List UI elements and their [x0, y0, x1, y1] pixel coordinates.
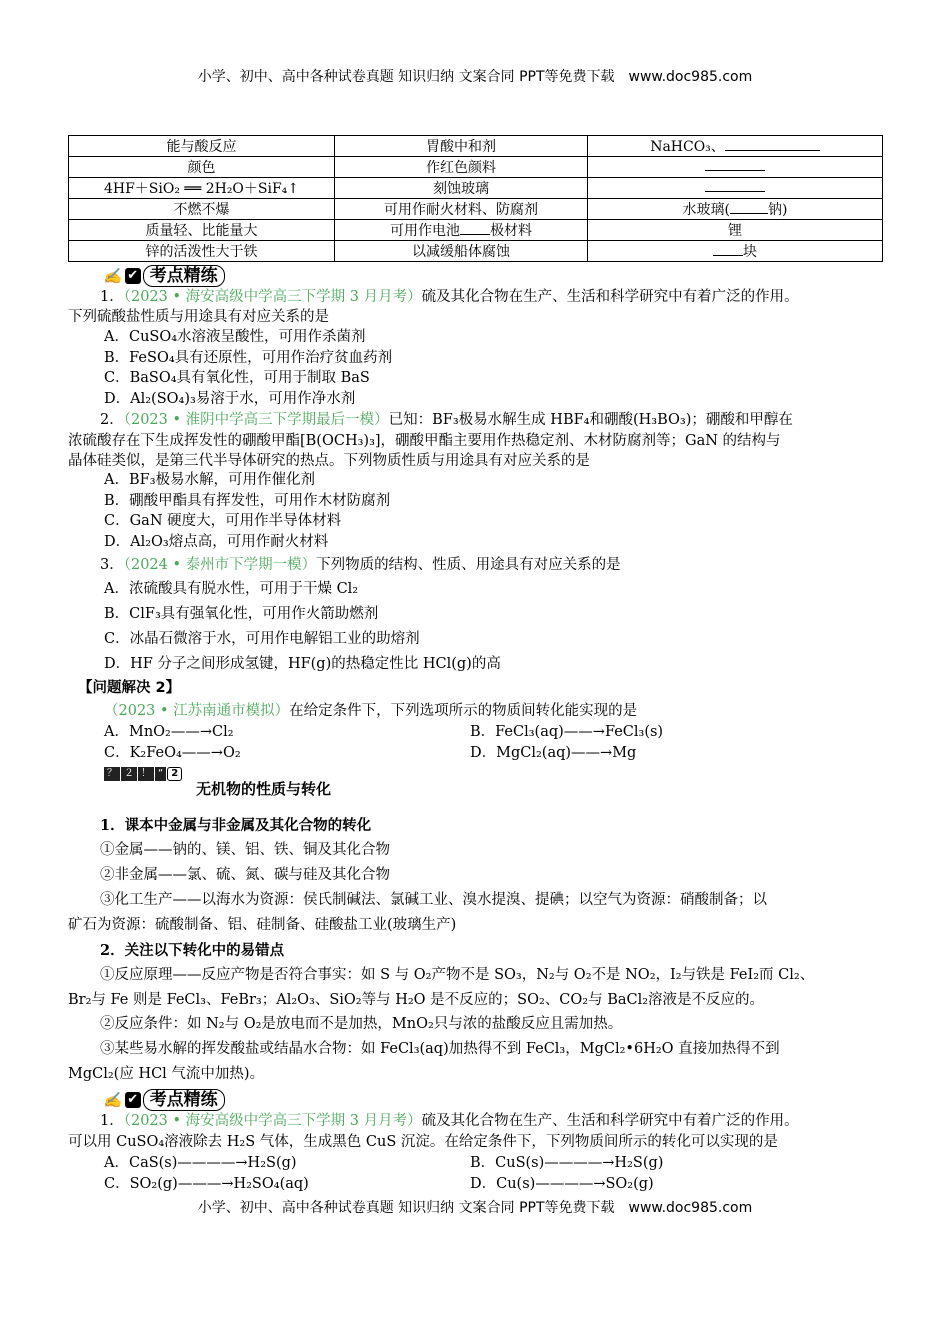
- notes-paragraph: ②非金属——氯、硫、氮、碳与硅及其化合物: [100, 867, 390, 883]
- practice-label: [103, 265, 225, 287]
- practice-label-text: 考点精练: [143, 265, 225, 287]
- answer-blank: [730, 213, 768, 214]
- answer-blank: [705, 170, 765, 171]
- table-cell-property: 不燃不爆: [69, 199, 335, 220]
- practice-label-text: 考点精练: [143, 1089, 225, 1111]
- practice-label: [103, 1089, 225, 1111]
- badge-glyph: ？: [104, 767, 120, 781]
- option-b: B．CuS(s)————→H₂S(g): [470, 1155, 664, 1171]
- badge-glyph: ！: [138, 767, 154, 781]
- table-cell-use: [335, 220, 588, 241]
- option-c: C．SO₂(g)———→H₂SO₄(aq): [104, 1176, 309, 1192]
- notes-heading-2: 2．关注以下转化中的易错点: [100, 942, 285, 959]
- footer-banner: 小学、初中、高中各种试卷真题 知识归纳 文案合同 PPT等免费下载 www.doc985.com: [197, 1200, 753, 1216]
- question-2-stem-cont: 浓硫酸存在下生成挥发性的硼酸甲酯[B(OCH₃)₃]，硼酸甲酯主要用作热稳定剂、木材防腐剂等；GaN 的结构与: [68, 433, 781, 449]
- notes-heading-1: 1．课本中金属与非金属及其化合物的转化: [100, 817, 372, 834]
- section-badge: [104, 767, 183, 781]
- option-d: D．Al₂O₃熔点高，可用作耐火材料: [104, 534, 329, 550]
- table-row: [69, 241, 883, 262]
- question-source: （2023 • 江苏南通市模拟）: [104, 703, 290, 719]
- substance-prefix: 水玻璃(: [682, 202, 730, 218]
- notes-paragraph-cont: MgCl₂(应 HCl 气流中加热)。: [68, 1066, 265, 1082]
- option-b: B．FeSO₄具有还原性，可用作治疗贫血药剂: [104, 350, 393, 366]
- table-cell-use: 刻蚀玻璃: [335, 178, 588, 199]
- use-suffix: 极材料: [490, 223, 532, 239]
- table-row: [69, 136, 883, 157]
- notes-paragraph: ③化工生产——以海水为资源：侯氏制碱法、氯碱工业、溴水提溴、提碘；以空气为资源：硝酸制备；以: [100, 892, 767, 908]
- option-d: D．MgCl₂(aq)——→Mg: [470, 745, 637, 761]
- option-a: A．浓硫酸具有脱水性，可用于干燥 Cl₂: [104, 581, 359, 597]
- table-cell-property: 锌的活泼性大于铁: [69, 241, 335, 262]
- option-b: B．ClF₃具有强氧化性，可用作火箭助燃剂: [104, 606, 379, 622]
- option-a: A．MnO₂——→Cl₂: [104, 724, 234, 740]
- answer-blank: [725, 150, 820, 151]
- question-number: 2．: [100, 412, 124, 428]
- table-cell-use: 以减缓船体腐蚀: [335, 241, 588, 262]
- pen-icon: ✍: [103, 1091, 122, 1109]
- question-2-stem: [100, 410, 924, 430]
- question-source: （2023 • 海安高级中学高三下学期 3 月月考）: [123, 289, 422, 305]
- badge-glyph: ２: [121, 767, 137, 781]
- section-title: 无机物的性质与转化: [196, 780, 332, 798]
- table-cell-use: 作红色颜料: [335, 157, 588, 178]
- option-c: C．K₂FeO₄——→O₂: [104, 745, 241, 761]
- table-cell-substance: [588, 178, 883, 199]
- table-row: [69, 199, 883, 220]
- property-use-table: [68, 135, 883, 262]
- table-cell-substance: [588, 136, 883, 157]
- table-cell-substance: [588, 157, 883, 178]
- question-text: 在给定条件下，下列选项所示的物质间转化能实现的是: [289, 703, 638, 719]
- table-row: [69, 220, 883, 241]
- question-4-stem: [100, 1111, 924, 1131]
- notes-paragraph-cont: Br₂与 Fe 则是 FeCl₃、FeBr₃；Al₂O₃、SiO₂等与 H₂O 是不反应的；SO₂、CO₂与 BaCl₂溶液是不反应的。: [68, 992, 765, 1008]
- question-source: （2023 • 淮阴中学高三下学期最后一模）: [123, 412, 389, 428]
- question-1-stem: [100, 287, 924, 307]
- substance-prefix: NaHCO₃、: [650, 139, 725, 155]
- table-row: [69, 178, 883, 199]
- question-number: 1．: [100, 289, 124, 305]
- question-1-stem-cont: 下列硫酸盐性质与用途具有对应关系的是: [68, 309, 329, 325]
- notes-paragraph: ①金属——钠的、镁、铝、铁、铜及其化合物: [100, 842, 390, 858]
- table-cell-property: 能与酸反应: [69, 136, 335, 157]
- table-cell-property: 质量轻、比能量大: [69, 220, 335, 241]
- notes-paragraph: ①反应原理——反应产物是否符合事实：如 S 与 O₂产物不是 SO₃，N₂与 O₂不是 NO₂，I₂与铁是 FeI₂而 Cl₂、: [100, 967, 815, 983]
- option-d: D．Cu(s)————→SO₂(g): [470, 1176, 654, 1192]
- question-text: 下列物质的结构、性质、用途具有对应关系的是: [316, 557, 621, 573]
- notes-paragraph: ②反应条件：如 N₂与 O₂是放电而不是加热，MnO₂只与浓的盐酸反应且需加热。: [100, 1016, 623, 1032]
- problem-stem: [104, 701, 928, 721]
- badge-glyph: “: [155, 767, 166, 781]
- option-a: A．CuSO₄水溶液呈酸性，可用作杀菌剂: [104, 329, 366, 345]
- question-number: 3．: [100, 557, 124, 573]
- badge-number: 2: [167, 767, 182, 781]
- answer-blank: [460, 234, 490, 235]
- table-cell-substance: [588, 199, 883, 220]
- option-a: A．BF₃极易水解，可用作催化剂: [104, 472, 315, 488]
- option-c: C．BaSO₄具有氧化性，可用于制取 BaS: [104, 370, 370, 386]
- question-4-stem-cont: 可以用 CuSO₄溶液除去 H₂S 气体，生成黑色 CuS 沉淀。在给定条件下，下列物质间所示的转化可以实现的是: [68, 1134, 778, 1150]
- option-b: B．硼酸甲酯具有挥发性，可用作木材防腐剂: [104, 493, 391, 509]
- pen-icon: ✍: [103, 267, 122, 285]
- question-source: （2024 • 泰州市下学期一模）: [123, 557, 317, 573]
- option-a: A．CaS(s)————→H₂S(g): [104, 1155, 297, 1171]
- question-text: 已知：BF₃极易水解生成 HBF₄和硼酸(H₃BO₃)；硼酸和甲醇在: [388, 412, 793, 428]
- table-cell-property: 4HF＋SiO₂ ══ 2H₂O＋SiF₄↑: [69, 178, 335, 199]
- substance-suffix: 块: [743, 244, 757, 260]
- checkbox-icon: ✔: [125, 1092, 141, 1108]
- answer-blank: [705, 191, 765, 192]
- option-d: D．Al₂(SO₄)₃易溶于水，可用作净水剂: [104, 391, 356, 407]
- answer-blank: [713, 255, 743, 256]
- option-d: D．HF 分子之间形成氢键，HF(g)的热稳定性比 HCl(g)的高: [104, 656, 501, 672]
- table-row: [69, 157, 883, 178]
- question-3-stem: [100, 555, 924, 575]
- notes-paragraph: ③某些易水解的挥发酸盐或结晶水合物：如 FeCl₃(aq)加热得不到 FeCl₃，MgCl₂•6H₂O 直接加热得不到: [100, 1041, 780, 1057]
- table-cell-use: 胃酸中和剂: [335, 136, 588, 157]
- option-b: B．FeCl₃(aq)——→FeCl₃(s): [470, 724, 664, 740]
- question-text: 硫及其化合物在生产、生活和科学研究中有着广泛的作用。: [421, 1113, 799, 1129]
- table-cell-use: 可用作耐火材料、防腐剂: [335, 199, 588, 220]
- notes-paragraph-cont: 矿石为资源：硫酸制备、铝、硅制备、硅酸盐工业(玻璃生产): [68, 917, 457, 933]
- header-banner: 小学、初中、高中各种试卷真题 知识归纳 文案合同 PPT等免费下载 www.doc985.com: [197, 69, 753, 85]
- question-text: 硫及其化合物在生产、生活和科学研究中有着广泛的作用。: [421, 289, 799, 305]
- problem-title: 【问题解决 2】: [78, 680, 181, 696]
- option-c: C．GaN 硬度大，可用作半导体材料: [104, 513, 342, 529]
- question-2-stem-cont: 晶体硅类似，是第三代半导体研究的热点。下列物质性质与用途具有对应关系的是: [68, 453, 590, 469]
- question-source: （2023 • 海安高级中学高三下学期 3 月月考）: [123, 1113, 422, 1129]
- table-cell-property: 颜色: [69, 157, 335, 178]
- checkbox-icon: ✔: [125, 268, 141, 284]
- substance-suffix: 钠): [768, 202, 788, 218]
- table-cell-substance: [588, 241, 883, 262]
- use-prefix: 可用作电池: [390, 223, 460, 239]
- option-c: C．冰晶石微溶于水，可用作电解铝工业的助熔剂: [104, 631, 420, 647]
- question-number: 1．: [100, 1113, 124, 1129]
- table-cell-substance: 锂: [588, 220, 883, 241]
